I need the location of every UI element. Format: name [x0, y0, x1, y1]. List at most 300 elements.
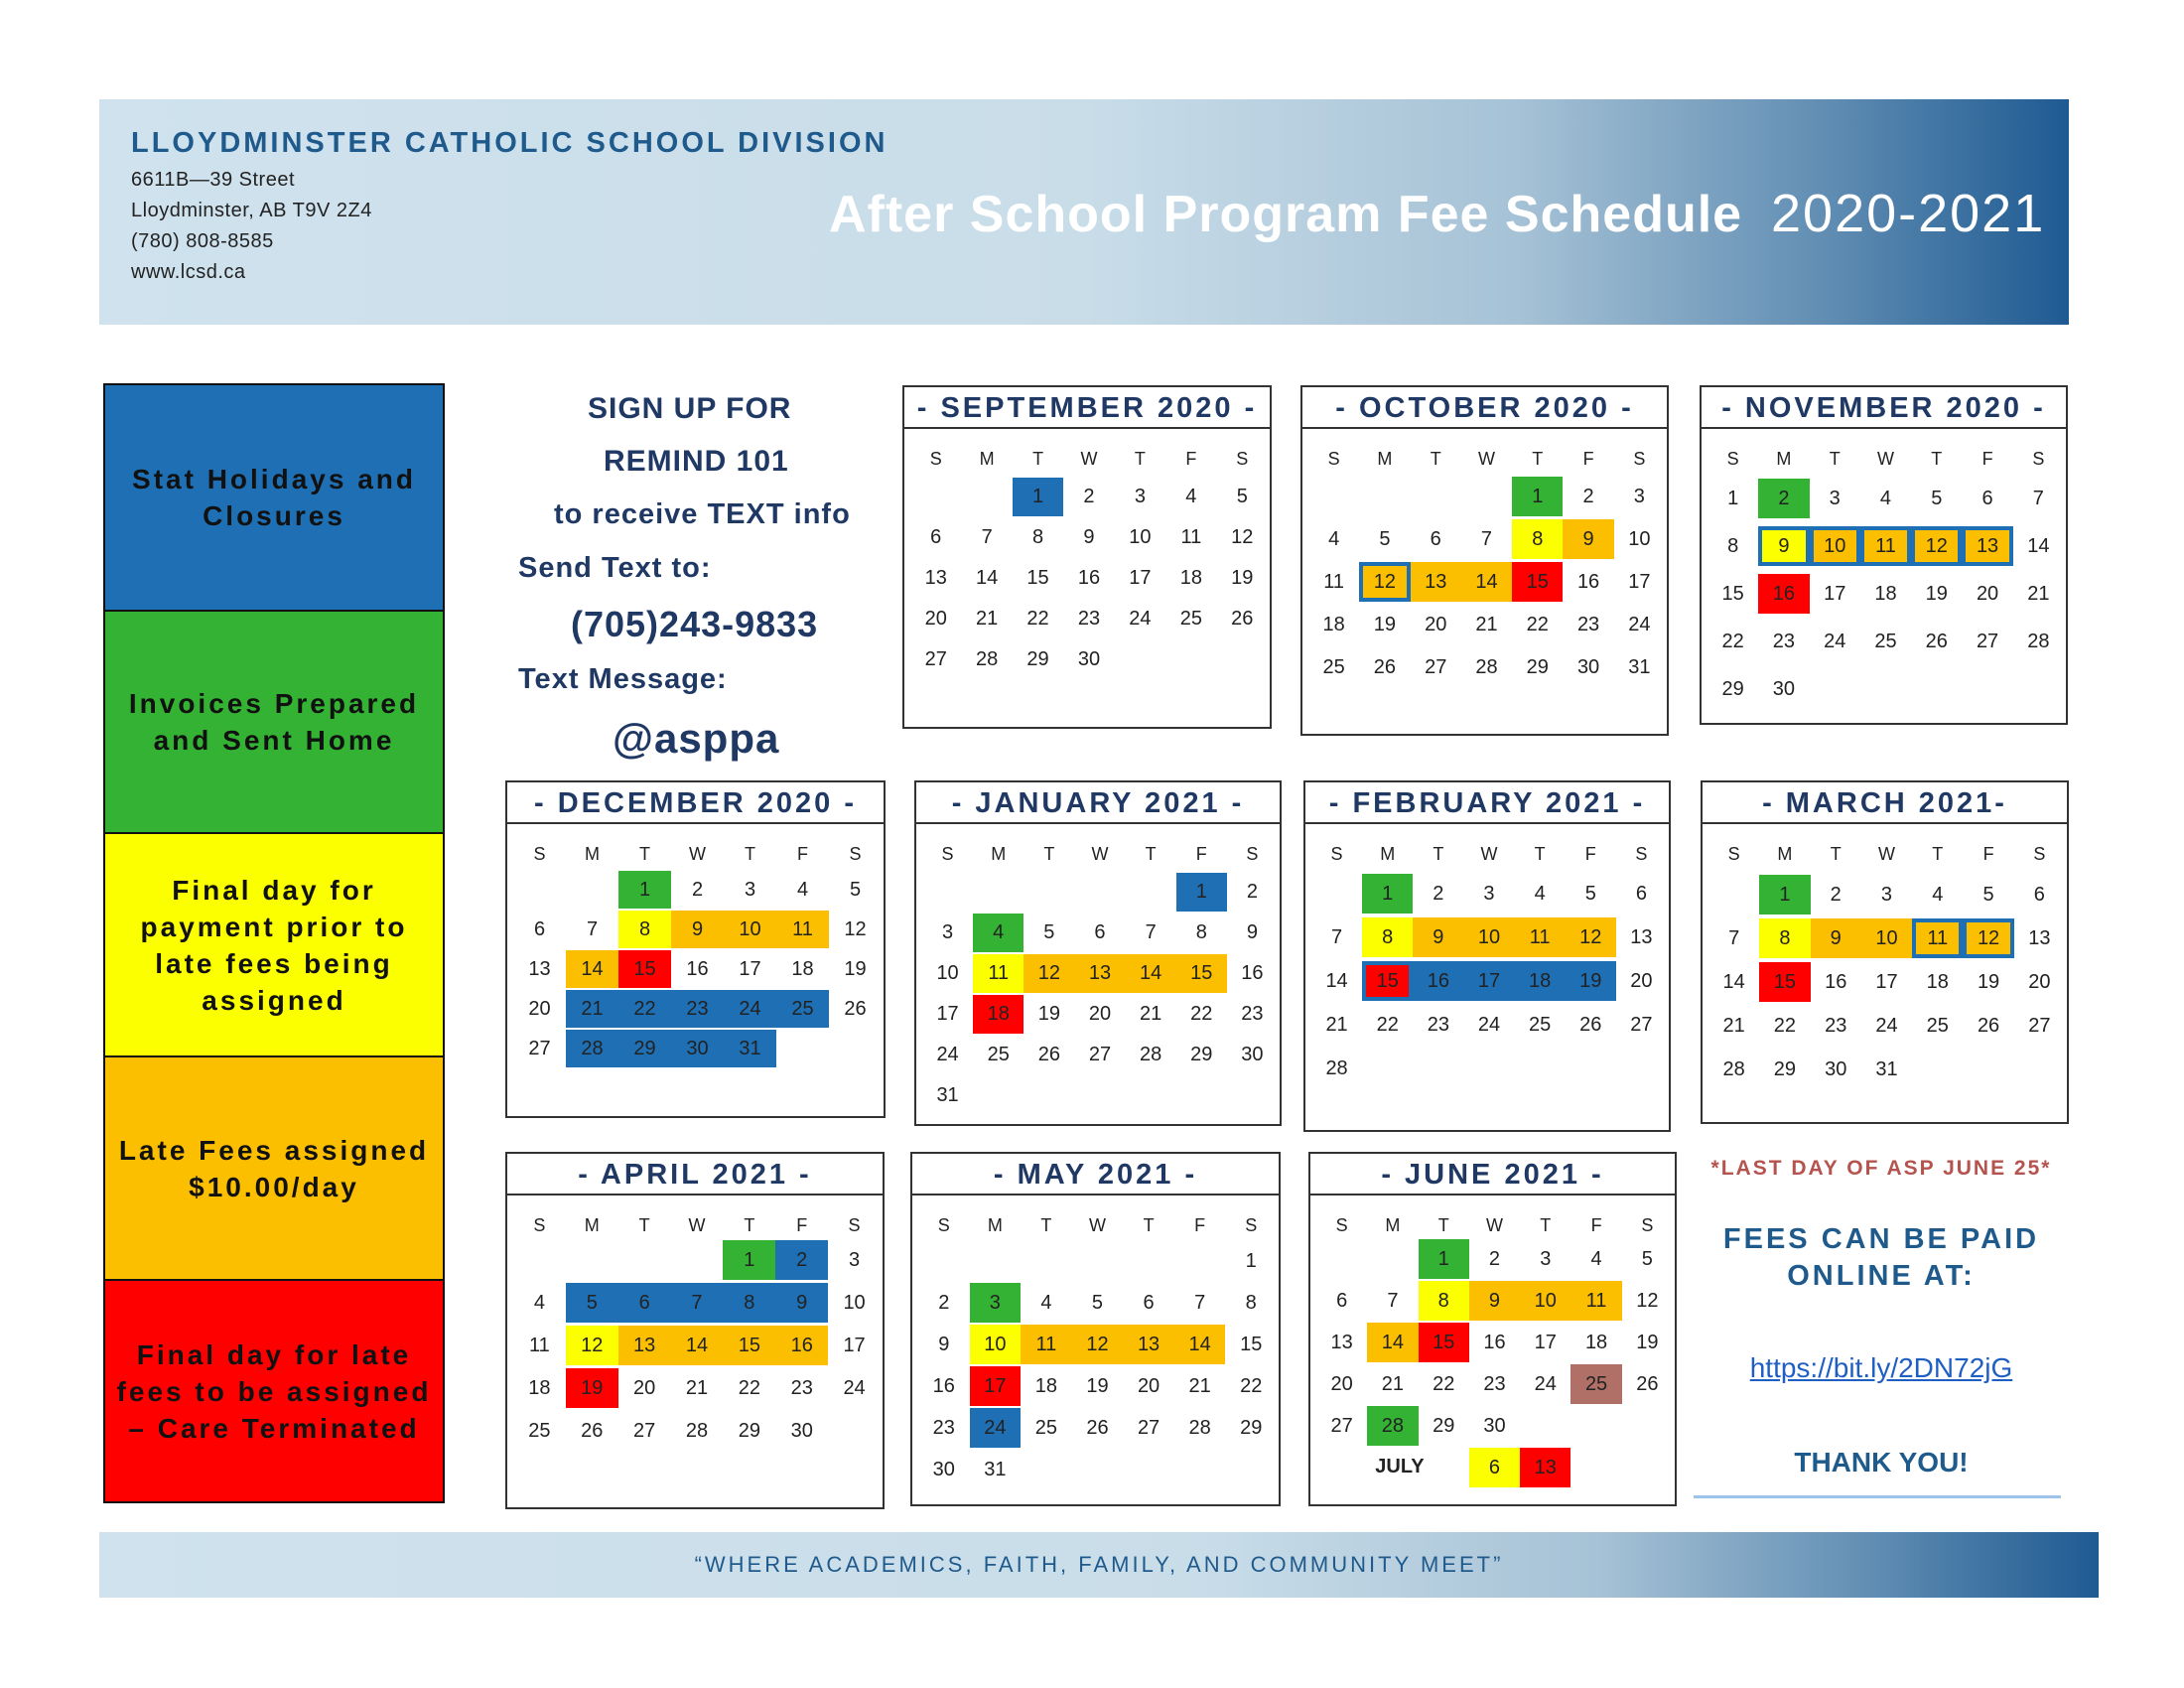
calendar-day: 12: [1911, 526, 1962, 566]
last-day-note: *LAST DAY OF ASP JUNE 25*: [1710, 1157, 2052, 1180]
calendar-day: 9: [775, 1283, 828, 1323]
calendar-day: 26: [1579, 1013, 1602, 1036]
calendar-day: 6: [1336, 1289, 1348, 1312]
calendar-day: 20: [1088, 1002, 1112, 1025]
calendar-day: 26: [581, 1419, 604, 1442]
legend-stat-holidays: [105, 385, 443, 612]
calendar-day: 4: [1879, 487, 1892, 509]
calendar-day: 11: [1912, 918, 1963, 958]
calendar-day: 19: [566, 1368, 618, 1408]
calendar-day: 25: [1529, 1013, 1552, 1036]
calendar-day: 14: [671, 1326, 724, 1365]
day-header: F: [1194, 1215, 1206, 1235]
calendar-day: 29: [1026, 647, 1049, 670]
calendar-day: 27: [1630, 1013, 1653, 1036]
calendar-day: 22: [1190, 1002, 1213, 1025]
day-header: M: [1380, 844, 1396, 864]
calendar-day: 15: [1721, 582, 1744, 605]
calendar-day: 20: [528, 997, 551, 1020]
calendar-day: 25: [1179, 607, 1202, 630]
calendar-day: 24: [936, 1043, 959, 1065]
calendar-day: 24: [1534, 1372, 1557, 1395]
calendar-day: 25: [1926, 1014, 1949, 1037]
fees-online-text: FEES CAN BE PAID ONLINE AT:: [1722, 1223, 2040, 1292]
day-header: S: [1335, 1215, 1348, 1235]
calendar-day: 21: [2027, 582, 2050, 605]
calendar-day: 21: [685, 1376, 709, 1399]
calendar-day: 17: [936, 1002, 959, 1025]
day-header: T: [745, 844, 755, 864]
calendar-day: 28: [1325, 1056, 1348, 1079]
day-header: F: [1981, 449, 1993, 469]
calendar-day: 22: [618, 990, 671, 1028]
calendar-day: 17: [1129, 566, 1152, 589]
calendar-day: 13: [528, 957, 551, 980]
calendar-day: 8: [1195, 920, 1207, 943]
calendar-day: 4: [1328, 527, 1340, 550]
month-title: - JUNE 2021 -: [1310, 1154, 1675, 1196]
calendar-day: 23: [790, 1376, 813, 1399]
day-header: S: [941, 844, 954, 864]
calendar-day: 3: [1633, 485, 1645, 507]
calendar-day: 29: [1240, 1416, 1263, 1439]
calendar-day: 30: [1576, 655, 1600, 678]
day-header: M: [584, 1215, 600, 1235]
legend-label: Invoices Prepared and Sent Home: [128, 688, 420, 756]
calendar-day: 19: [1636, 1331, 1659, 1353]
day-header: F: [1185, 449, 1197, 469]
calendar-day: 2: [1582, 485, 1594, 507]
calendar-day: 11: [1180, 525, 1202, 548]
calendar-day: 25: [1322, 655, 1345, 678]
calendar-day: 21: [1188, 1374, 1211, 1397]
calendar-day: 12: [1566, 917, 1616, 957]
calendar-day: 14: [1174, 1325, 1226, 1364]
day-header: F: [1982, 844, 1994, 864]
calendar-day: 24: [1477, 1013, 1501, 1036]
calendar-day: 18: [1034, 1374, 1058, 1397]
calendar-day: 19: [1086, 1374, 1109, 1397]
calendar-day: 4: [1040, 1291, 1052, 1314]
day-header: T: [1145, 844, 1157, 864]
calendar-day: 30: [932, 1458, 955, 1480]
calendar-day: 5: [1931, 487, 1943, 509]
calendar-day: 8: [1031, 525, 1044, 548]
org-website: www.lcsd.ca: [131, 261, 246, 283]
remind-phone-number: (705)243-9833: [571, 604, 819, 644]
footer-motto: “WHERE ACADEMICS, FAITH, FAMILY, AND COMMUNITY MEET”: [99, 1532, 2099, 1598]
calendar-march: [1701, 780, 2069, 1124]
calendar-day: 18: [973, 995, 1024, 1034]
calendar-day: 19: [1566, 961, 1616, 1001]
calendar-day: 26: [1977, 1014, 2000, 1037]
calendar-day: 22: [738, 1376, 760, 1399]
day-header: T: [1540, 1215, 1552, 1235]
calendar-day: 7: [1728, 926, 1740, 949]
calendar-day: 4: [1534, 882, 1546, 905]
calendar-day: 15: [1512, 562, 1563, 602]
day-header: W: [1478, 449, 1495, 469]
month-title: - MAY 2021 -: [912, 1154, 1279, 1196]
calendar-day: 28: [1188, 1416, 1211, 1439]
calendar-day: 9: [1083, 525, 1095, 548]
school-year: 2020-2021: [1771, 184, 2046, 243]
calendar-day: 15: [1240, 1333, 1263, 1355]
org-phone: (780) 808-8585: [131, 230, 274, 252]
calendar-day: 10: [1861, 918, 1912, 958]
calendar-day: 1: [1013, 478, 1063, 516]
calendar-day: 20: [1630, 969, 1653, 992]
day-header: S: [2032, 449, 2045, 469]
calendar-december: [505, 780, 886, 1118]
calendar-day: 1: [618, 871, 671, 909]
day-header: W: [688, 1215, 706, 1235]
calendar-day: 5: [1043, 920, 1055, 943]
calendar-day: 27: [1088, 1043, 1112, 1065]
calendar-day: 4: [973, 914, 1024, 952]
calendar-day: 27: [1976, 630, 1999, 652]
calendar-day: 18: [528, 1376, 551, 1399]
legend-invoices: [105, 612, 443, 834]
calendar-day: 12: [1231, 525, 1254, 548]
calendar-day: 4: [1590, 1247, 1602, 1270]
calendar-day: 14: [976, 566, 999, 589]
day-header: M: [1377, 449, 1393, 469]
calendar-day: 30: [790, 1419, 813, 1442]
calendar-october: [1300, 385, 1669, 736]
calendar-day: 15: [1362, 961, 1413, 1001]
calendar-day: 31: [1628, 655, 1651, 678]
calendar-day: 17: [1628, 570, 1651, 593]
legend-label: Final day for late fees to be assigned – Care Terminated: [116, 1338, 432, 1444]
calendar-day: 27: [528, 1037, 551, 1059]
calendar-day: 17: [739, 957, 761, 980]
calendar-day: 17: [970, 1366, 1022, 1406]
day-header: T: [1430, 449, 1441, 469]
calendar-day: 7: [1331, 925, 1343, 948]
calendar-day: 17: [1534, 1331, 1557, 1353]
july-label: JULY: [1375, 1456, 1425, 1477]
calendar-day: 17: [1875, 970, 1898, 993]
calendar-day: 6: [1981, 487, 1993, 509]
calendar-day: 28: [976, 647, 999, 670]
day-header: S: [1327, 449, 1340, 469]
calendar-day: 7: [981, 525, 993, 548]
calendar-day: 28: [2027, 630, 2050, 652]
legend-late-fees: [105, 1057, 443, 1281]
calendar-day: 30: [1241, 1043, 1264, 1065]
calendar-day: 22: [1026, 607, 1049, 630]
calendar-day: 31: [936, 1083, 959, 1106]
calendar-day: 29: [1721, 677, 1744, 700]
color-legend: [103, 383, 445, 1503]
calendar-day: 1: [1245, 1249, 1257, 1272]
calendar-day: 6: [618, 1283, 671, 1323]
calendar-day: 18: [1584, 1331, 1608, 1353]
calendar-day: 1: [1512, 477, 1563, 516]
calendar-day: 22: [1376, 1013, 1399, 1036]
calendar-day: 12: [1359, 562, 1410, 602]
calendar-may: [910, 1152, 1281, 1506]
calendar-day: 7: [1387, 1289, 1399, 1312]
day-header: T: [1532, 449, 1544, 469]
day-header: M: [585, 844, 600, 864]
month-title: - JANUARY 2021 -: [916, 782, 1280, 824]
day-header: S: [1727, 844, 1740, 864]
calendar-day: 3: [1483, 882, 1495, 905]
calendar-day: 18: [1515, 961, 1566, 1001]
calendar-day: 7: [1194, 1291, 1206, 1314]
calendar-day: 16: [1483, 1331, 1506, 1353]
calendar-day: 3: [1134, 485, 1146, 507]
header-banner: [99, 99, 2069, 325]
calendar-day: 7: [586, 917, 599, 940]
calendar-day: 22: [1773, 1014, 1797, 1037]
calendar-day: 16: [1241, 961, 1264, 984]
calendar-day: 7: [2032, 487, 2044, 509]
calendar-day: 14: [1722, 970, 1745, 993]
calendar-day: 5: [1236, 485, 1248, 507]
day-header: M: [991, 844, 1007, 864]
calendar-day: 29: [738, 1419, 760, 1442]
calendar-day: 24: [843, 1376, 866, 1399]
calendar-day: 3: [744, 878, 756, 901]
calendar-day: 30: [1772, 677, 1796, 700]
calendar-day: 13: [1630, 925, 1653, 948]
calendar-day: 21: [1140, 1002, 1162, 1025]
calendar-day: 26: [1925, 630, 1948, 652]
calendar-day: 8: [1419, 1281, 1469, 1321]
calendar-day: 21: [976, 607, 999, 630]
calendar-day: 20: [2028, 970, 2051, 993]
day-header: F: [797, 844, 808, 864]
calendar-day: 25: [528, 1419, 551, 1442]
calendar-day: 5: [1641, 1247, 1653, 1270]
calendar-day: 23: [1427, 1013, 1449, 1036]
calendar-day: 24: [724, 990, 776, 1028]
calendar-day: 23: [671, 990, 724, 1028]
calendar-day: 27: [1425, 655, 1447, 678]
day-header: M: [1385, 1215, 1401, 1235]
day-header: W: [1089, 1215, 1106, 1235]
calendar-day: 29: [1433, 1414, 1455, 1437]
day-header: S: [533, 1215, 546, 1235]
calendar-day: 1: [1727, 487, 1739, 509]
calendar-day: 10: [843, 1291, 866, 1314]
calendar-day: 23: [1825, 1014, 1847, 1037]
calendar-day: 13: [618, 1326, 671, 1365]
calendar-day: 1: [723, 1240, 775, 1280]
calendar-day: 14: [1461, 562, 1512, 602]
calendar-day: 28: [1140, 1043, 1162, 1065]
legend-label: Late Fees assigned $10.00/day: [118, 1134, 430, 1202]
day-header: F: [796, 1215, 808, 1235]
calendar-day: 4: [533, 1291, 545, 1314]
calendar-day: 8: [1727, 534, 1739, 557]
day-header: T: [639, 844, 650, 864]
calendar-day: 2: [691, 878, 704, 901]
calendar-day: 18: [1322, 613, 1345, 635]
calendar-day: 27: [2028, 1014, 2051, 1037]
day-header: T: [1134, 449, 1146, 469]
calendar-day: 2: [1758, 479, 1809, 518]
calendar-day: 25: [987, 1043, 1010, 1065]
org-name: LLOYDMINSTER CATHOLIC SCHOOL DIVISION: [131, 127, 888, 159]
calendar-day: 30: [671, 1030, 724, 1067]
org-address-street: 6611B—39 Street: [131, 169, 296, 191]
calendar-day: 25: [776, 990, 829, 1028]
calendar-day: 12: [566, 1326, 618, 1365]
calendar-day: 19: [1977, 970, 2000, 993]
calendar-day: 15: [1759, 962, 1810, 1002]
day-header: S: [849, 844, 862, 864]
calendar-day: 20: [1137, 1374, 1160, 1397]
day-header: T: [1143, 1215, 1155, 1235]
thank-you-underline: [1694, 1495, 2061, 1498]
day-header: F: [1195, 844, 1207, 864]
calendar-day: 14: [2027, 534, 2050, 557]
calendar-day: 1: [1176, 873, 1227, 912]
calendar-day: 2: [1488, 1247, 1501, 1270]
calendar-day: 12: [1636, 1289, 1659, 1312]
day-header: T: [744, 1215, 755, 1235]
calendar-day: 13: [1962, 526, 2012, 566]
calendar-day: 14: [566, 950, 618, 988]
day-header: T: [638, 1215, 650, 1235]
calendar-april: [505, 1152, 885, 1509]
calendar-day: 26: [1037, 1043, 1060, 1065]
legend-final-payment-day: [105, 834, 443, 1057]
calendar-day: 9: [1246, 920, 1258, 943]
day-header: T: [1534, 844, 1546, 864]
calendar-day: 20: [1425, 613, 1447, 635]
calendar-day: 12: [1963, 918, 2013, 958]
calendar-day: 14: [1367, 1323, 1418, 1362]
day-header: M: [1776, 449, 1792, 469]
thank-you-text: THANK YOU!: [1794, 1447, 1969, 1477]
calendar-day: 16: [1758, 574, 1809, 614]
calendar-day: 28: [685, 1419, 709, 1442]
calendar-day: 16: [1413, 961, 1463, 1001]
calendar-day: 11: [1860, 526, 1911, 566]
calendar-day: 8: [723, 1283, 775, 1323]
calendar-day: 24: [1824, 630, 1846, 652]
calendar-day: 18: [1926, 970, 1949, 993]
calendar-day: 2: [1083, 485, 1095, 507]
calendar-day: 21: [1381, 1372, 1405, 1395]
calendar-day: 17: [1824, 582, 1846, 605]
calendar-day: 11: [973, 954, 1024, 993]
calendar-day: 21: [1325, 1013, 1348, 1036]
remind-message-code: @asppa: [613, 715, 780, 762]
calendar-day: 16: [686, 957, 709, 980]
remind-message-label: Text Message:: [518, 663, 728, 695]
calendar-day: 11: [1570, 1281, 1621, 1321]
calendar-day: 2: [1246, 880, 1258, 903]
calendar-day: 6: [1635, 882, 1647, 905]
calendar-day: 22: [1721, 630, 1744, 652]
calendar-day: 10: [970, 1325, 1022, 1364]
calendar-day: 10: [1463, 917, 1514, 957]
calendar-day: 12: [844, 917, 867, 940]
org-address-city: Lloydminster, AB T9V 2Z4: [131, 200, 372, 221]
day-header: F: [1590, 1215, 1602, 1235]
day-header: W: [1877, 449, 1894, 469]
calendar-day: 9: [1811, 918, 1861, 958]
calendar-day: 6: [1094, 920, 1106, 943]
calendar-day: 7: [1145, 920, 1157, 943]
day-header: F: [1582, 449, 1594, 469]
calendar-day: 23: [932, 1416, 955, 1439]
calendar-day: 5: [849, 878, 862, 901]
day-header: M: [1777, 844, 1793, 864]
day-header: W: [1091, 844, 1109, 864]
calendar-day: 17: [1463, 961, 1514, 1001]
calendar-day: 8: [1512, 519, 1563, 559]
day-header: T: [1032, 449, 1044, 469]
calendar-day: 7: [1480, 527, 1493, 550]
calendar-day: 29: [1773, 1057, 1797, 1080]
calendar-day: 11: [1515, 917, 1566, 957]
calendar-day: 3: [1880, 883, 1893, 906]
calendar-day: 10: [1810, 526, 1860, 566]
day-header: S: [533, 844, 546, 864]
calendar-day: 8: [1362, 917, 1413, 957]
calendar-day: 5: [566, 1283, 618, 1323]
calendar-day: 24: [1875, 1014, 1898, 1037]
calendar-day: 9: [1758, 526, 1809, 566]
calendar-day: 22: [1240, 1374, 1263, 1397]
calendar-day: 30: [1825, 1057, 1847, 1080]
day-header: T: [1433, 844, 1444, 864]
calendar-june: [1308, 1152, 1677, 1506]
calendar-day: 26: [1231, 607, 1254, 630]
month-title: - MARCH 2021-: [1703, 782, 2067, 824]
day-header: T: [1043, 844, 1055, 864]
calendar-day: 6: [1143, 1291, 1155, 1314]
day-header: T: [1931, 449, 1943, 469]
calendar-day: 15: [1026, 566, 1049, 589]
calendar-day: 13: [1330, 1331, 1353, 1353]
calendar-day: 5: [1091, 1291, 1104, 1314]
month-title: - NOVEMBER 2020 -: [1702, 387, 2066, 429]
calendar-september: [902, 385, 1272, 729]
calendar-day: 11: [529, 1334, 550, 1356]
calendar-day: 29: [618, 1030, 671, 1067]
calendar-day: 15: [618, 950, 671, 988]
calendar-day: 20: [633, 1376, 656, 1399]
day-header: T: [1040, 1215, 1052, 1235]
page-title: After School Program Fee Schedule: [829, 186, 1743, 243]
calendar-day: 25: [1034, 1416, 1058, 1439]
calendar-day: 8: [618, 911, 671, 948]
calendar-day: 12: [1072, 1325, 1124, 1364]
calendar-day: 5: [1379, 527, 1391, 550]
calendar-day: 3: [1540, 1247, 1552, 1270]
calendar-day: 1: [1759, 875, 1810, 914]
day-header: S: [1236, 449, 1249, 469]
payment-link[interactable]: https://bit.ly/2DN72jG: [1749, 1352, 2013, 1383]
calendar-day: 6: [2033, 883, 2045, 906]
calendar-day: 28: [1722, 1057, 1745, 1080]
calendar-day: 1: [1362, 874, 1413, 914]
calendar-day: 3: [849, 1248, 861, 1271]
day-header: W: [1878, 844, 1895, 864]
day-header: T: [1932, 844, 1944, 864]
calendar-day: 30: [1077, 647, 1101, 670]
day-header: M: [979, 449, 995, 469]
calendar-day: 8: [1759, 918, 1810, 958]
